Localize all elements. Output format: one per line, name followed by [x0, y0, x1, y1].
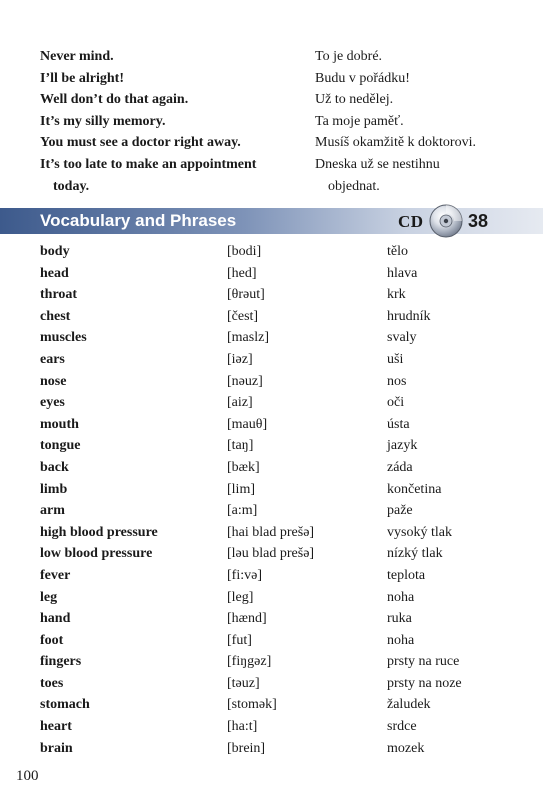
vocab-row — [40, 500, 520, 522]
vocab-pronunciation: [mauθ] — [227, 416, 268, 432]
vocab-pronunciation: [ha:t] — [227, 719, 258, 735]
vocab-english: hand — [40, 611, 71, 627]
vocab-czech: noha — [387, 632, 415, 648]
vocab-english: ears — [40, 351, 65, 367]
phrase-czech: Ta moje paměť. — [315, 113, 404, 129]
vocab-pronunciation: [lim] — [227, 481, 255, 497]
vocab-czech: ruka — [387, 611, 412, 627]
vocab-pronunciation: [aiz] — [227, 395, 253, 411]
vocab-english: low blood pressure — [40, 546, 153, 562]
phrase-english: Never mind. — [40, 49, 114, 64]
vocab-pronunciation: [stomək] — [227, 697, 277, 713]
phrase-czech — [315, 154, 510, 197]
vocab-pronunciation: [hed] — [227, 265, 257, 281]
vocab-row — [40, 284, 520, 306]
vocab-row — [40, 306, 520, 328]
vocab-row — [40, 673, 520, 695]
cd-disc-icon — [428, 203, 464, 239]
cd-label: CD — [398, 212, 424, 231]
phrase-czech: To je dobré. — [315, 49, 383, 64]
phrase-english-continuation: today. — [53, 178, 90, 194]
vocab-english: mouth — [40, 416, 79, 432]
phrase-english: Well don’t do that again. — [40, 92, 189, 108]
vocab-row — [40, 630, 520, 652]
vocab-pronunciation: [fut] — [227, 632, 252, 648]
vocab-row — [40, 327, 520, 349]
vocab-czech: krk — [387, 287, 406, 303]
vocab-pronunciation: [θrəut] — [227, 287, 265, 303]
vocab-pronunciation: [taŋ] — [227, 438, 254, 454]
phrase-row — [40, 89, 510, 111]
phrase-czech: Budu v pořádku! — [315, 70, 410, 86]
vocab-czech: žaludek — [387, 697, 431, 713]
vocabulary-table — [40, 241, 520, 759]
vocab-pronunciation: [iəz] — [227, 351, 253, 367]
vocab-czech: noha — [387, 589, 415, 605]
vocab-row — [40, 371, 520, 393]
vocab-pronunciation: [hai blad prešə] — [227, 524, 315, 540]
vocab-english: head — [40, 265, 69, 281]
phrase-czech-line: Dneska už se nestihnu — [315, 156, 440, 172]
vocab-pronunciation: [nəuz] — [227, 373, 263, 389]
vocab-pronunciation: [bodi] — [227, 244, 262, 259]
vocab-pronunciation: [čest] — [227, 308, 259, 324]
vocab-pronunciation: [fiŋgəz] — [227, 654, 272, 670]
vocab-czech: hlava — [387, 265, 418, 281]
section-banner — [0, 208, 543, 234]
track-number: 38 — [468, 211, 489, 231]
vocab-czech: vysoký tlak — [387, 524, 452, 540]
vocab-english: fever — [40, 567, 71, 583]
vocab-english: body — [40, 244, 70, 259]
phrase-row — [40, 132, 510, 154]
phrase-czech: Už to nedělej. — [315, 92, 394, 108]
vocab-english: heart — [40, 719, 72, 735]
phrase-row — [40, 111, 510, 133]
phrase-english-line: It’s too late to make an appointment — [40, 156, 257, 172]
vocab-czech: ústa — [387, 416, 410, 432]
vocab-row — [40, 414, 520, 436]
vocab-pronunciation: [hænd] — [227, 611, 267, 627]
vocab-czech: prsty na noze — [387, 675, 462, 691]
vocab-english: chest — [40, 308, 71, 324]
phrase-row — [40, 46, 510, 68]
phrase-english: You must see a doctor right away. — [40, 135, 241, 151]
vocab-english: foot — [40, 632, 64, 648]
vocab-czech: teplota — [387, 567, 426, 583]
vocab-english: high blood pressure — [40, 524, 158, 540]
vocab-english: nose — [40, 373, 67, 389]
vocab-row — [40, 435, 520, 457]
phrase-czech: Musíš okamžitě k doktorovi. — [315, 135, 476, 151]
vocab-pronunciation: [ləu blad prešə] — [227, 546, 315, 562]
vocab-row — [40, 651, 520, 673]
vocab-row — [40, 565, 520, 587]
vocab-english: tongue — [40, 438, 81, 454]
vocab-czech: oči — [387, 395, 405, 411]
vocab-pronunciation: [təuz] — [227, 675, 260, 691]
vocab-czech: nízký tlak — [387, 546, 443, 562]
vocab-row — [40, 457, 520, 479]
vocab-pronunciation: [leg] — [227, 589, 254, 605]
phrase-english: I’ll be alright! — [40, 70, 124, 86]
vocab-czech: hrudník — [387, 308, 431, 324]
vocab-row — [40, 263, 520, 285]
vocab-english: stomach — [40, 697, 90, 713]
vocab-english: back — [40, 459, 69, 475]
vocab-english: limb — [40, 481, 68, 497]
vocab-english: eyes — [40, 395, 65, 411]
vocab-row — [40, 694, 520, 716]
vocab-czech: prsty na ruce — [387, 654, 460, 670]
vocab-pronunciation: [bæk] — [227, 459, 260, 475]
vocab-czech: záda — [387, 459, 413, 475]
vocab-row — [40, 587, 520, 609]
vocab-czech: mozek — [387, 740, 425, 756]
vocab-english: leg — [40, 589, 58, 605]
vocab-english: brain — [40, 740, 73, 756]
vocab-czech: jazyk — [387, 438, 418, 454]
vocab-row — [40, 241, 520, 263]
vocab-czech: končetina — [387, 481, 442, 497]
vocab-czech: srdce — [387, 719, 417, 735]
vocab-czech: tělo — [387, 244, 408, 259]
phrase-english — [40, 154, 315, 197]
vocab-row — [40, 716, 520, 738]
vocab-english: toes — [40, 675, 64, 691]
vocab-row — [40, 479, 520, 501]
phrase-english: It’s my silly memory. — [40, 113, 166, 129]
section-title: Vocabulary and Phrases — [40, 211, 237, 230]
vocab-row — [40, 543, 520, 565]
phrase-czech-continuation: objednat. — [328, 178, 380, 194]
vocab-czech: svaly — [387, 330, 417, 346]
vocab-czech: nos — [387, 373, 407, 389]
vocab-pronunciation: [maslz] — [227, 330, 269, 346]
vocab-english: fingers — [40, 654, 82, 670]
phrase-row — [40, 68, 510, 90]
vocab-row — [40, 392, 520, 414]
vocab-pronunciation: [fi:və] — [227, 567, 262, 583]
vocab-czech: paže — [387, 503, 413, 519]
vocab-english: arm — [40, 503, 65, 519]
vocab-row — [40, 522, 520, 544]
page-number: 100 — [16, 768, 39, 784]
vocab-row — [40, 608, 520, 630]
vocab-pronunciation: [brein] — [227, 740, 266, 756]
vocab-english: muscles — [40, 330, 87, 346]
vocab-czech: uši — [387, 351, 404, 367]
phrase-row — [40, 154, 510, 197]
phrase-list — [40, 46, 510, 197]
vocab-english: throat — [40, 287, 78, 303]
vocab-row — [40, 738, 520, 760]
vocab-row — [40, 349, 520, 371]
vocab-pronunciation: [a:m] — [227, 503, 258, 519]
